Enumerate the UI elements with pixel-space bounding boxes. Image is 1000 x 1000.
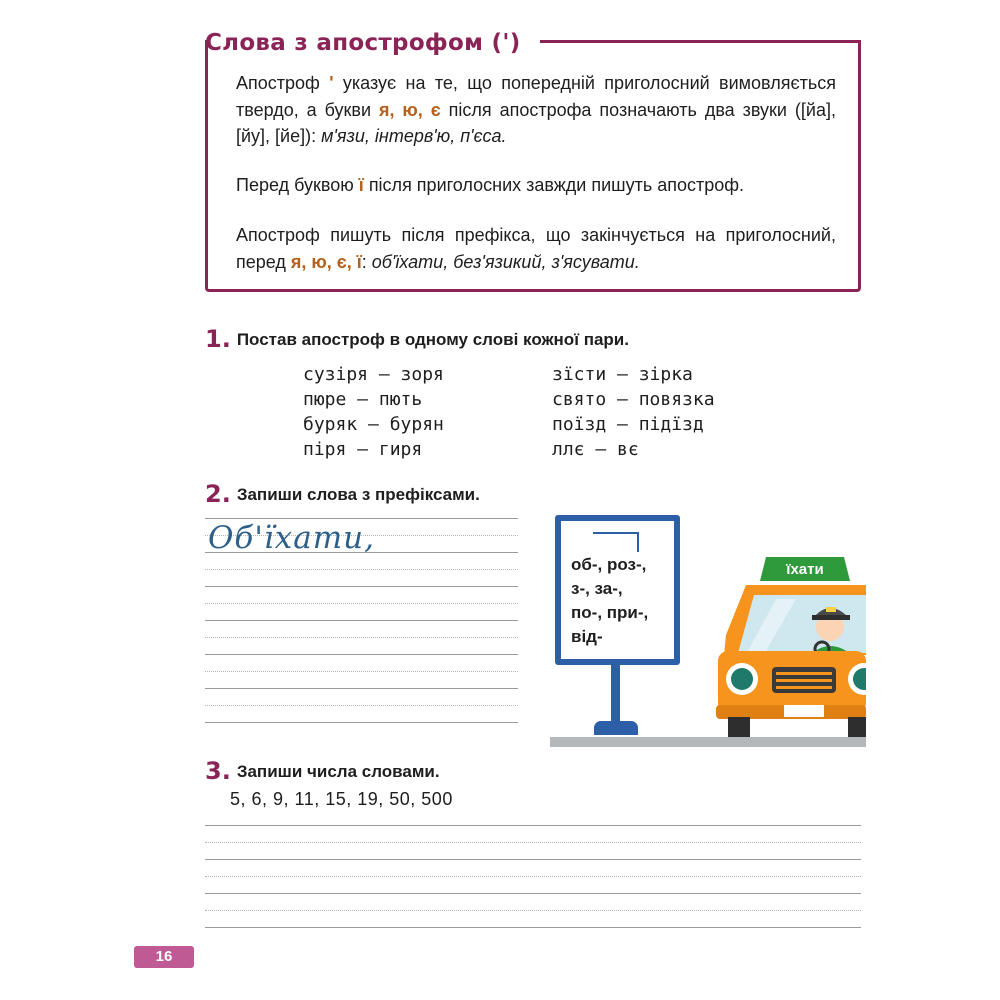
- word-pair: ллє – вє: [552, 439, 639, 460]
- taxi-illustration: [716, 555, 866, 737]
- prefix-list: [571, 553, 671, 649]
- word-pairs-column-2: [552, 362, 715, 462]
- prefix-line: по-, при-,: [571, 603, 649, 622]
- word-pair: зїсти – зірка: [552, 364, 693, 385]
- exercise-number: 2.: [205, 480, 231, 508]
- page-number: 16: [134, 946, 194, 968]
- rule-paragraph-2: [236, 172, 836, 199]
- word-pair: буряк – бурян: [303, 414, 444, 435]
- rule-paragraph-1: Апостроф ' указує на те, що попередній приголосний вимовляється твердо, а букви я, ю, є після апострофа позначають два звуки ([йа], [йу], [йе]): м'язи, інтерв'ю, п'єса.: [236, 73, 836, 146]
- sign-bracket: [593, 532, 639, 552]
- rule-text: Апостроф пишуть після префікса, що закінчується на приголосний, перед: [236, 225, 836, 272]
- apostrophe-mark: ': [329, 73, 334, 93]
- exercise-3-heading: [205, 757, 440, 785]
- exercise-instruction: Постав апостроф в одному слові кожної пари.: [236, 330, 629, 349]
- exercise-number: 1.: [205, 325, 231, 353]
- numbers-list: 5, 6, 9, 11, 15, 19, 50, 500: [230, 789, 453, 809]
- exercise-instruction: Запиши числа словами.: [236, 762, 440, 781]
- highlighted-letters: я, ю, є, ї: [290, 251, 362, 272]
- highlighted-letters: я, ю, є: [378, 99, 441, 120]
- word-pair: пюре – пють: [303, 389, 423, 410]
- word-pair: піря – гиря: [303, 439, 423, 460]
- license-plate: [784, 705, 824, 717]
- word-pair: поїзд – підїзд: [552, 414, 704, 435]
- handwritten-example: Об'їхати,: [208, 520, 375, 556]
- rule-text: після приголосних завжди пишуть апостроф.: [363, 175, 745, 195]
- prefix-line: від-: [571, 627, 603, 646]
- exercise-number: 3.: [205, 757, 231, 785]
- example-word: інтерв'ю: [374, 126, 451, 146]
- road: [550, 737, 866, 747]
- rule-text: Апостроф: [236, 73, 330, 93]
- word-pairs-column-1: [303, 362, 444, 462]
- exercise-instruction: Запиши слова з префіксами.: [236, 485, 480, 504]
- example-word: м'язи: [321, 126, 365, 146]
- rule-text: Перед буквою: [236, 175, 359, 195]
- example-word: без'язикий: [453, 251, 542, 272]
- sign-post: [611, 665, 620, 725]
- word-pair: свято – повязка: [552, 389, 715, 410]
- rule-text: після апострофа позначають два звуки ([йа], [йу], [йе]):: [236, 99, 836, 146]
- word-pair: сузіря – зоря: [303, 364, 444, 385]
- rule-paragraph-3: Апостроф пишуть після префікса, що закінчується на приголосний, перед я, ю, є, ї: об'їхати, без'язикий, з'ясувати.: [236, 225, 836, 272]
- page-title: Слова з апострофом ('): [205, 30, 521, 56]
- wheel-right: [848, 717, 866, 737]
- writing-lines-exercise-3[interactable]: [205, 825, 861, 944]
- sign-base: [594, 721, 638, 735]
- example-word: п'єса: [460, 126, 502, 146]
- rule-text: указує на те, що попередній приголосний вимовляється твердо, а букви: [236, 73, 836, 120]
- example-word: з'ясувати: [551, 251, 635, 272]
- exercise-2-heading: [205, 480, 480, 508]
- prefix-line: об-, роз-,: [571, 555, 647, 574]
- prefix-line: з-, за-,: [571, 579, 623, 598]
- wheel-left: [728, 717, 750, 737]
- taxi-sign-label: їхати: [786, 561, 824, 578]
- highlighted-letters: ї: [358, 175, 364, 195]
- example-word: об'їхати: [371, 251, 444, 272]
- exercise-1-heading: [205, 325, 629, 353]
